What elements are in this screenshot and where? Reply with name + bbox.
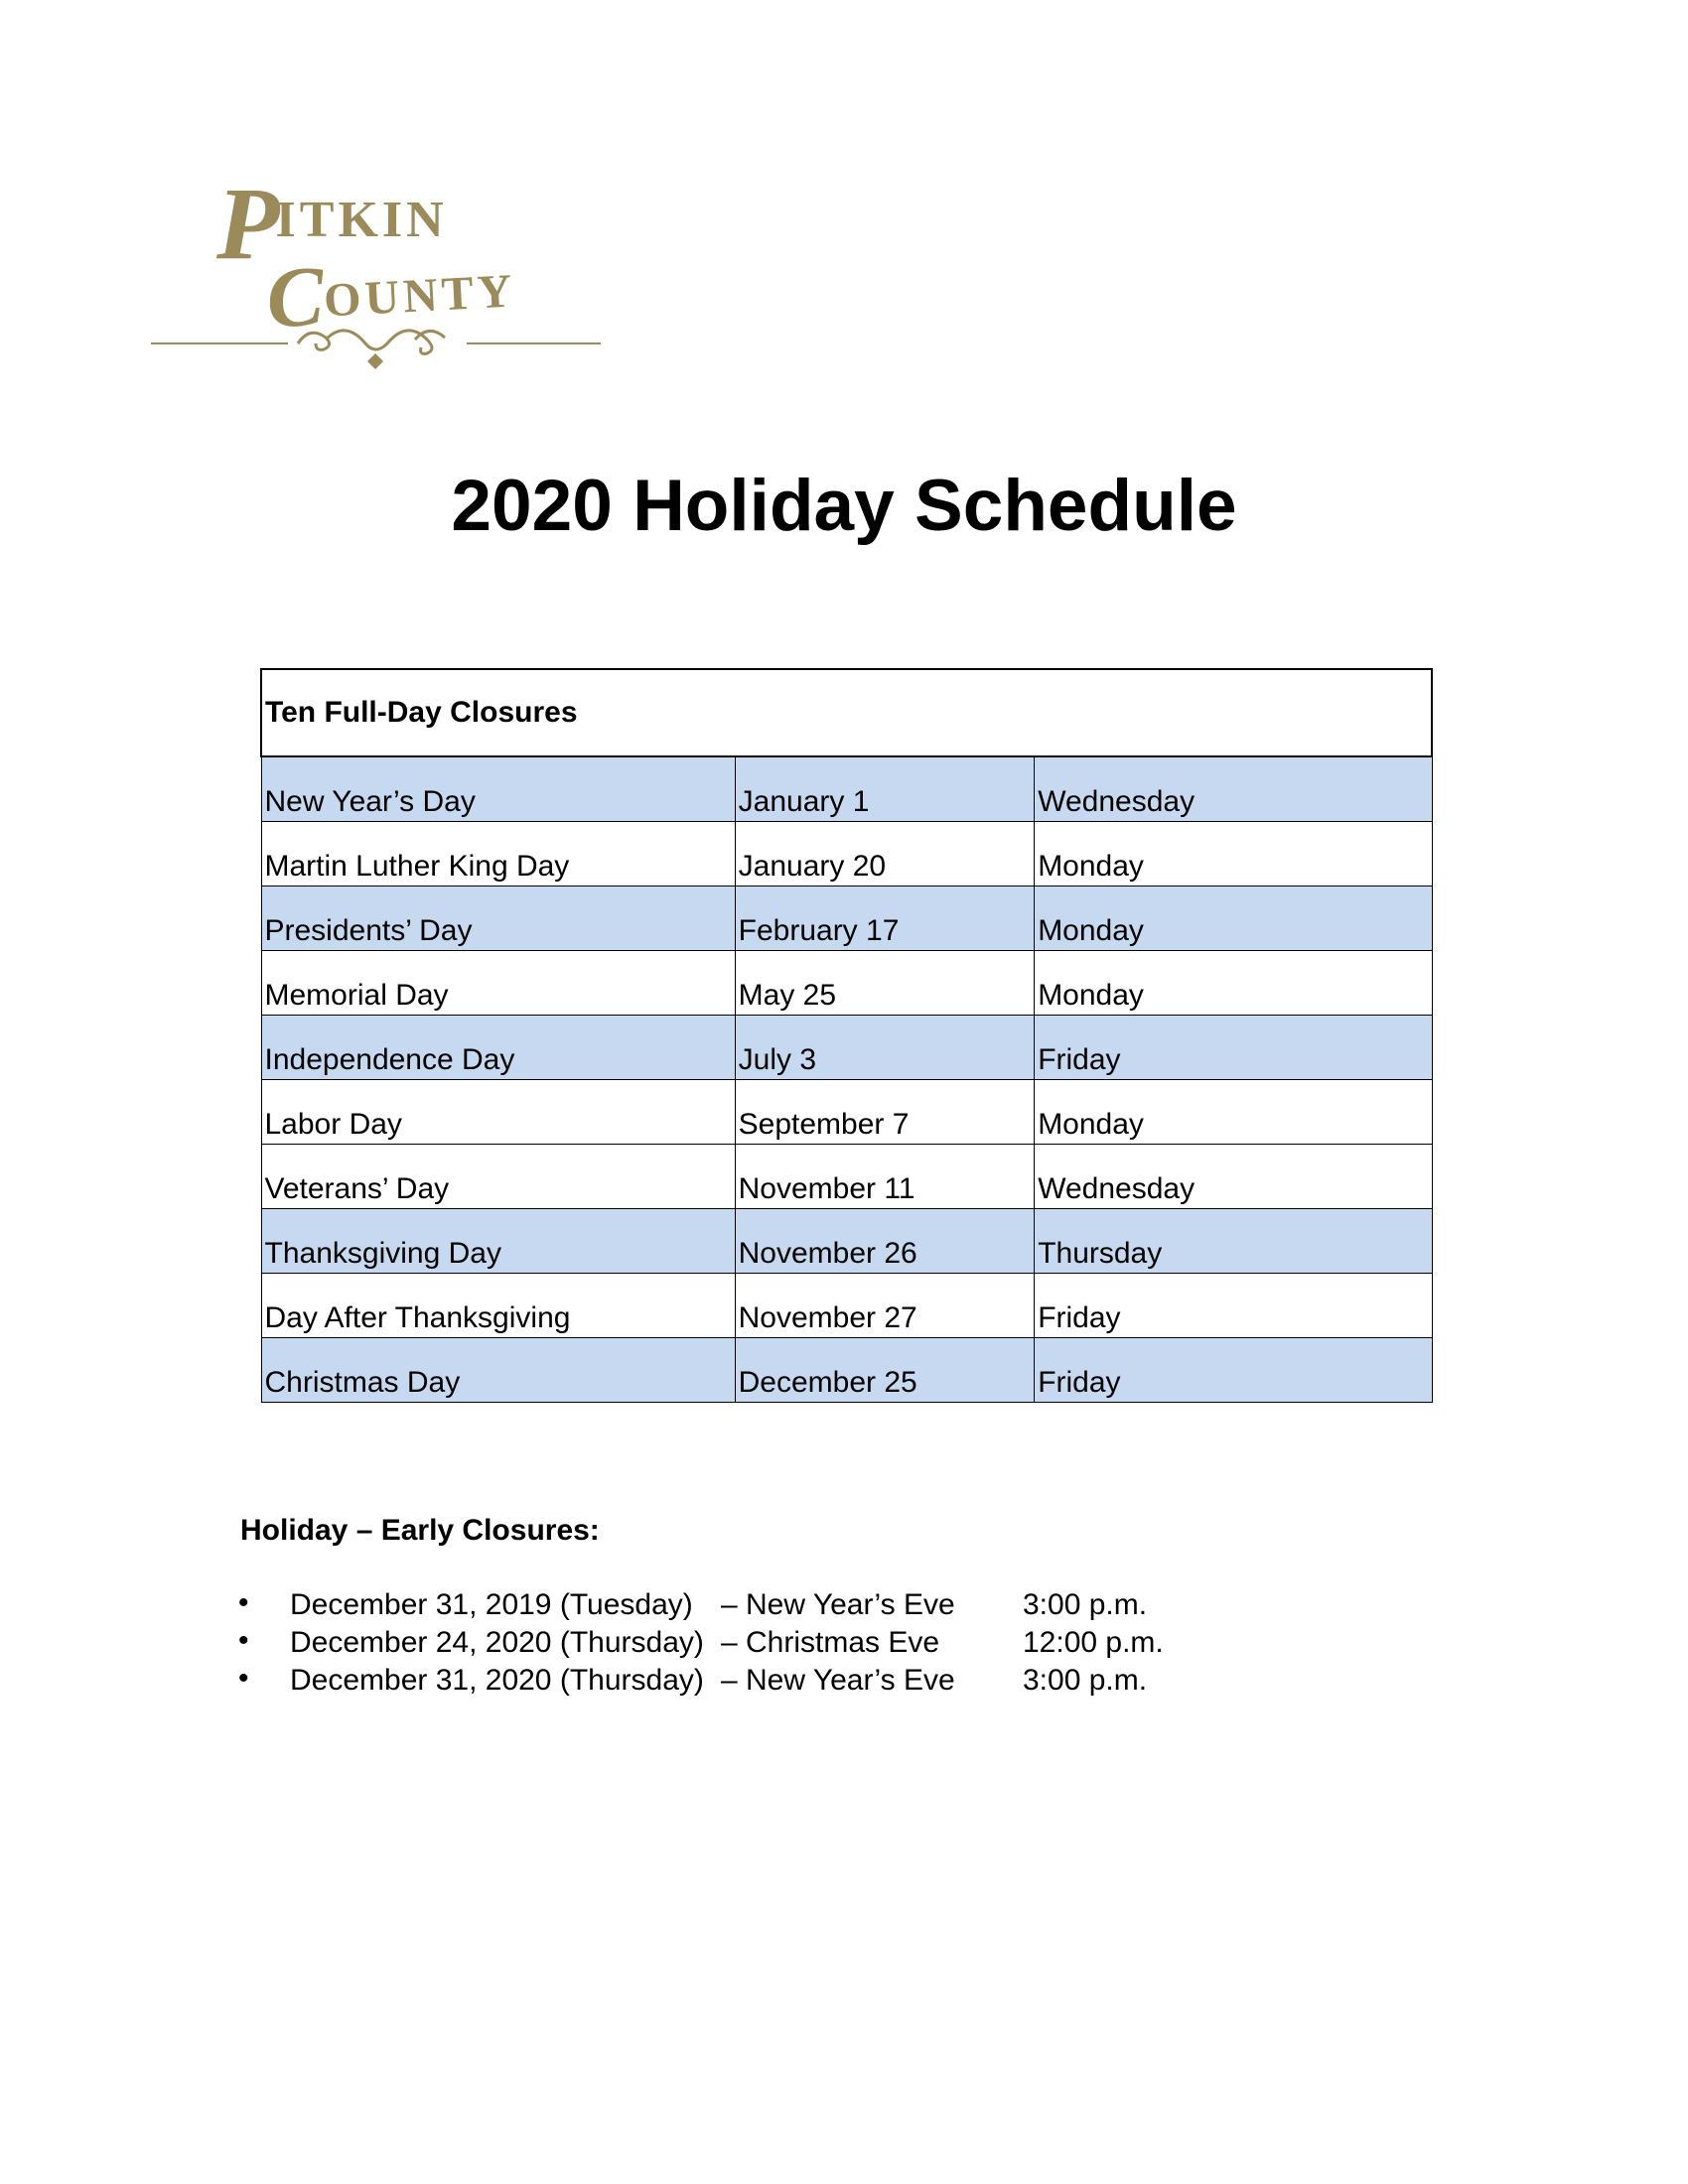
holiday-date-cell: February 17 (735, 887, 1035, 951)
table-row (261, 1080, 1432, 1145)
holiday-weekday-cell: Monday (1035, 822, 1432, 887)
bullet-icon: • (238, 1586, 249, 1619)
table-row (261, 1016, 1432, 1080)
page-title: 2020 Holiday Schedule (451, 466, 1237, 546)
holiday-date-cell: September 7 (735, 1080, 1035, 1145)
holiday-weekday-cell: Thursday (1035, 1209, 1432, 1274)
holiday-date-cell: July 3 (735, 1016, 1035, 1080)
holiday-date-cell: May 25 (735, 951, 1035, 1016)
logo-line-1: PITKIN (216, 167, 448, 281)
table-row (261, 1209, 1432, 1274)
holiday-name-cell: Thanksgiving Day (261, 1209, 735, 1274)
bullet-icon: • (238, 1624, 249, 1657)
table-row (261, 951, 1432, 1016)
holiday-weekday-cell: Wednesday (1035, 1145, 1432, 1209)
logo-line-2: COUNTY (264, 247, 517, 346)
holiday-weekday-cell: Friday (1035, 1338, 1432, 1403)
early-closure-time: 3:00 p.m. (1023, 1588, 1148, 1621)
holiday-date-cell: December 25 (735, 1338, 1035, 1403)
holiday-name-cell: New Year’s Day (261, 756, 735, 822)
table-row (261, 887, 1432, 951)
early-closure-name: – New Year’s Eve (721, 1588, 955, 1621)
holiday-weekday-cell: Friday (1035, 1016, 1432, 1080)
holiday-weekday-cell: Monday (1035, 887, 1432, 951)
early-closure-date: December 31, 2019 (Tuesday) (290, 1588, 693, 1621)
holiday-date-cell: November 27 (735, 1274, 1035, 1338)
early-closure-time: 12:00 p.m. (1023, 1626, 1164, 1659)
holiday-date-cell: January 1 (735, 756, 1035, 822)
table-row (261, 822, 1432, 887)
early-closures-heading: Holiday – Early Closures: (240, 1514, 600, 1547)
holiday-date-cell: January 20 (735, 822, 1035, 887)
holiday-name-cell: Veterans’ Day (261, 1145, 735, 1209)
table-row (261, 1274, 1432, 1338)
holiday-name-cell: Independence Day (261, 1016, 735, 1080)
holiday-weekday-cell: Friday (1035, 1274, 1432, 1338)
holiday-weekday-cell: Monday (1035, 951, 1432, 1016)
holiday-weekday-cell: Monday (1035, 1080, 1432, 1145)
table-row (261, 756, 1432, 822)
holiday-name-cell: Presidents’ Day (261, 887, 735, 951)
early-closure-time: 3:00 p.m. (1023, 1664, 1148, 1697)
holiday-name-cell: Christmas Day (261, 1338, 735, 1403)
early-closure-name: – New Year’s Eve (721, 1664, 955, 1697)
holiday-name-cell: Memorial Day (261, 951, 735, 1016)
holiday-date-cell: November 26 (735, 1209, 1035, 1274)
table-heading: Ten Full-Day Closures (261, 669, 1432, 756)
early-closure-name: – Christmas Eve (721, 1626, 940, 1659)
holiday-date-cell: November 11 (735, 1145, 1035, 1209)
table-row (261, 1145, 1432, 1209)
holiday-name-cell: Labor Day (261, 1080, 735, 1145)
early-closure-date: December 24, 2020 (Thursday) (290, 1626, 704, 1659)
holiday-name-cell: Martin Luther King Day (261, 822, 735, 887)
logo-ornament-divider (149, 316, 606, 375)
early-closure-date: December 31, 2020 (Thursday) (290, 1664, 704, 1697)
holiday-weekday-cell: Wednesday (1035, 756, 1432, 822)
holiday-name-cell: Day After Thanksgiving (261, 1274, 735, 1338)
pitkin-county-logo (149, 139, 606, 377)
table-row (261, 1338, 1432, 1403)
bullet-icon: • (238, 1662, 249, 1695)
full-day-closures-table (260, 668, 1433, 1403)
